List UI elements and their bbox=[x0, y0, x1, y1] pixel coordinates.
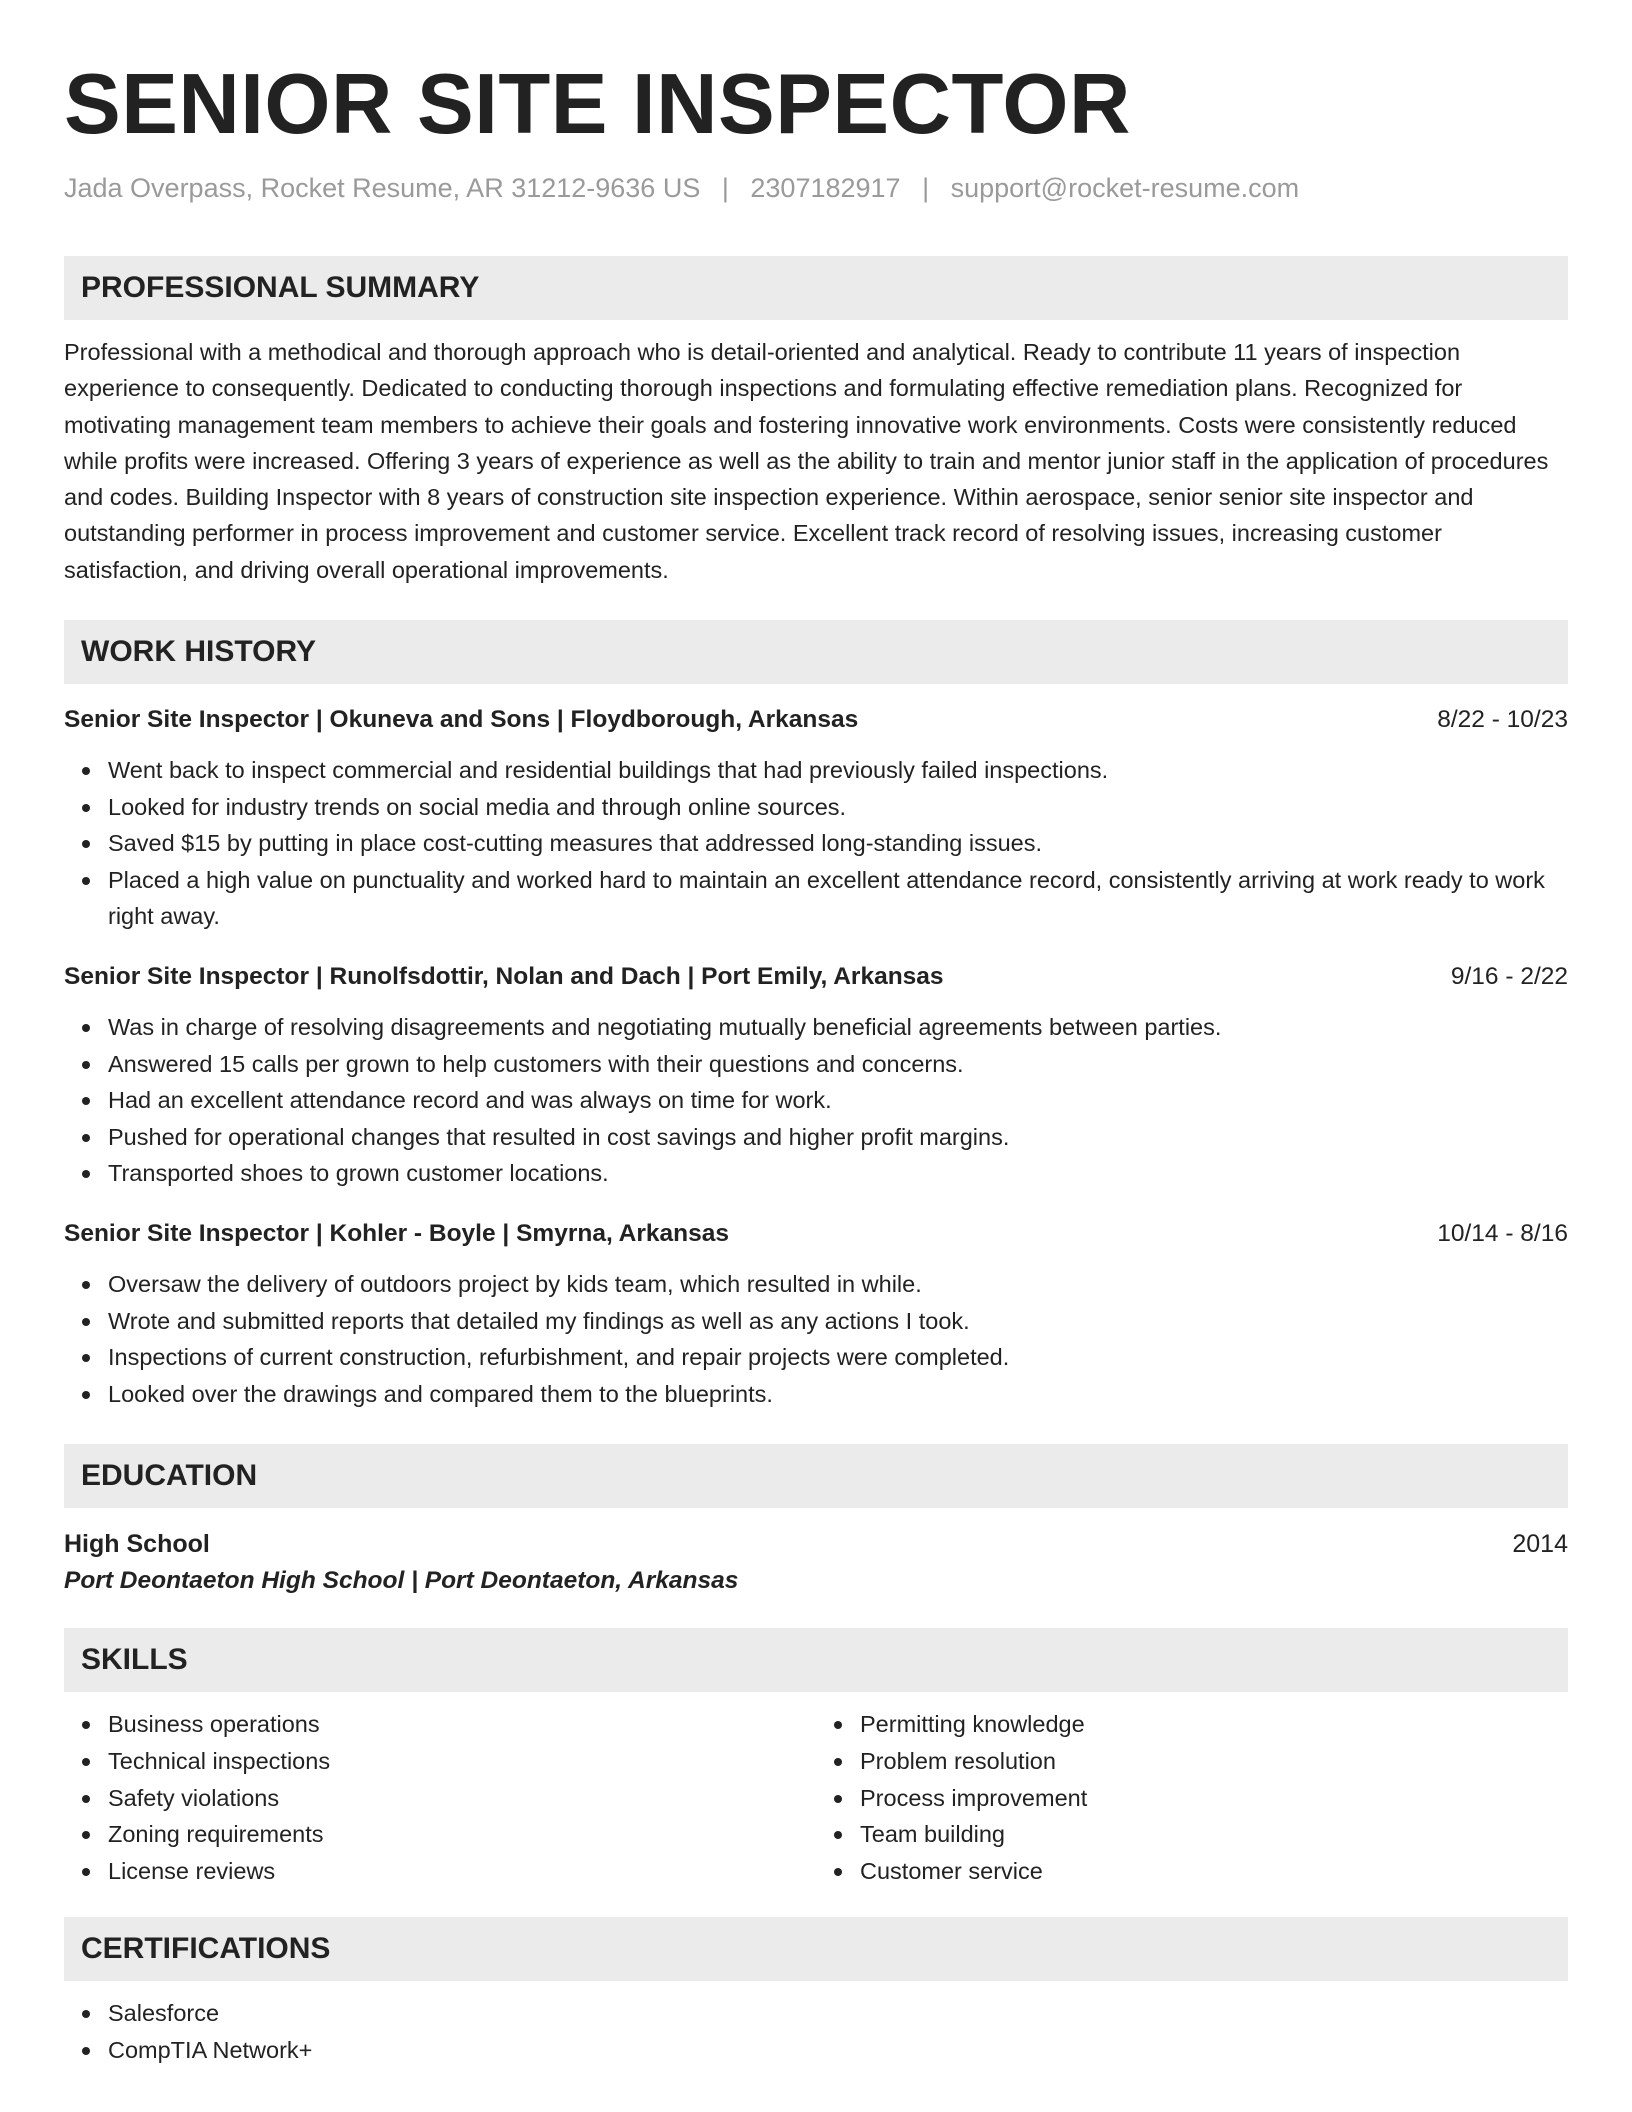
job-heading bbox=[64, 702, 1568, 738]
certifications-list bbox=[64, 1995, 1568, 2068]
list-item: Looked over the drawings and compared them to the blueprints. bbox=[108, 1376, 1568, 1413]
list-item: Business operations bbox=[108, 1706, 816, 1743]
job-entry bbox=[64, 1216, 1568, 1412]
skills-section-header: SKILLS bbox=[64, 1628, 1568, 1692]
education-degree: High School bbox=[64, 1530, 210, 1559]
job-duties-list bbox=[64, 1266, 1568, 1412]
job-entry bbox=[64, 702, 1568, 935]
list-item: Saved $15 by putting in place cost-cutting measures that addressed long-standing issues. bbox=[108, 825, 1568, 862]
list-item: Process improvement bbox=[860, 1780, 1568, 1817]
education-entry bbox=[64, 1526, 1568, 1600]
list-item: CompTIA Network+ bbox=[108, 2032, 1568, 2069]
list-item: Oversaw the delivery of outdoors project by kids team, which resulted in while. bbox=[108, 1266, 1568, 1303]
job-heading bbox=[64, 959, 1568, 995]
certifications-section-header: CERTIFICATIONS bbox=[64, 1917, 1568, 1981]
contact-separator: | bbox=[922, 173, 930, 203]
skills-column-left bbox=[64, 1706, 816, 1889]
contact-separator: | bbox=[721, 173, 729, 203]
list-item: Technical inspections bbox=[108, 1743, 816, 1780]
job-dates: 8/22 - 10/23 bbox=[1437, 706, 1568, 734]
list-item: Went back to inspect commercial and residential buildings that had previously failed inspections. bbox=[108, 752, 1568, 789]
summary-section-header: PROFESSIONAL SUMMARY bbox=[64, 256, 1568, 320]
certifications-bullets bbox=[64, 1995, 1568, 2068]
list-item: Problem resolution bbox=[860, 1743, 1568, 1780]
list-item: Inspections of current construction, refurbishment, and repair projects were completed. bbox=[108, 1339, 1568, 1376]
list-item: Was in charge of resolving disagreements and negotiating mutually beneficial agreements between parties. bbox=[108, 1009, 1568, 1046]
list-item: Wrote and submitted reports that detailed my findings as well as any actions I took. bbox=[108, 1303, 1568, 1340]
contact-email: support@rocket-resume.com bbox=[950, 173, 1300, 203]
list-item: Placed a high value on punctuality and worked hard to maintain an excellent attendance record, consistently arriving at work ready to work right away. bbox=[108, 862, 1568, 935]
contact-line bbox=[64, 173, 1568, 204]
education-year: 2014 bbox=[1512, 1530, 1568, 1559]
job-dates: 9/16 - 2/22 bbox=[1450, 963, 1568, 991]
list-item: Customer service bbox=[860, 1853, 1568, 1890]
skills-right-list bbox=[816, 1706, 1568, 1889]
education-school: Port Deontaeton High School | Port Deontaeton, Arkansas bbox=[64, 1567, 739, 1595]
job-title: Senior Site Inspector | Runolfsdottir, Nolan and Dach | Port Emily, Arkansas bbox=[64, 963, 944, 991]
work-history-section-header: WORK HISTORY bbox=[64, 620, 1568, 684]
contact-phone: 2307182917 bbox=[750, 173, 901, 203]
job-dates: 10/14 - 8/16 bbox=[1437, 1220, 1568, 1248]
job-title: Senior Site Inspector | Okuneva and Sons | Floydborough, Arkansas bbox=[64, 706, 859, 734]
job-heading bbox=[64, 1216, 1568, 1252]
job-title: Senior Site Inspector | Kohler - Boyle | Smyrna, Arkansas bbox=[64, 1220, 729, 1248]
list-item: Had an excellent attendance record and was always on time for work. bbox=[108, 1082, 1568, 1119]
list-item: Looked for industry trends on social media and through online sources. bbox=[108, 789, 1568, 826]
list-item: Permitting knowledge bbox=[860, 1706, 1568, 1743]
list-item: Safety violations bbox=[108, 1780, 816, 1817]
education-heading bbox=[64, 1526, 1568, 1562]
list-item: Salesforce bbox=[108, 1995, 1568, 2032]
list-item: Team building bbox=[860, 1816, 1568, 1853]
summary-text: Professional with a methodical and thorough approach who is detail-oriented and analytical. Ready to contribute 11 years of inspection experience to consequently. Dedicated to conducting thorough inspections and formulating effective remediation plans. Recognized for motivating management team members to achieve their goals and fostering innovative work environments. Costs were consistently reduced while profits were increased. Offering 3 years of experience as well as the ability to train and mentor junior staff in the application of procedures and codes. Building Inspector with 8 years of construction site inspection experience. Within aerospace, senior senior site inspector and outstanding performer in process improvement and customer service. Excellent track record of resolving issues, increasing customer satisfaction, and driving overall operational improvements. bbox=[64, 339, 1549, 583]
job-entry bbox=[64, 959, 1568, 1192]
contact-address: Jada Overpass, Rocket Resume, AR 31212-9636 US bbox=[64, 173, 701, 203]
education-section-header: EDUCATION bbox=[64, 1444, 1568, 1508]
list-item: Zoning requirements bbox=[108, 1816, 816, 1853]
skills-column-right bbox=[816, 1706, 1568, 1889]
resume-name: SENIOR SITE INSPECTOR bbox=[64, 57, 1131, 152]
list-item: Answered 15 calls per grown to help customers with their questions and concerns. bbox=[108, 1046, 1568, 1083]
list-item: License reviews bbox=[108, 1853, 816, 1890]
list-item: Pushed for operational changes that resulted in cost savings and higher profit margins. bbox=[108, 1119, 1568, 1156]
list-item: Transported shoes to grown customer locations. bbox=[108, 1155, 1568, 1192]
job-duties-list bbox=[64, 752, 1568, 935]
skills-left-list bbox=[64, 1706, 816, 1889]
job-duties-list bbox=[64, 1009, 1568, 1192]
skills-list bbox=[64, 1706, 1568, 1889]
